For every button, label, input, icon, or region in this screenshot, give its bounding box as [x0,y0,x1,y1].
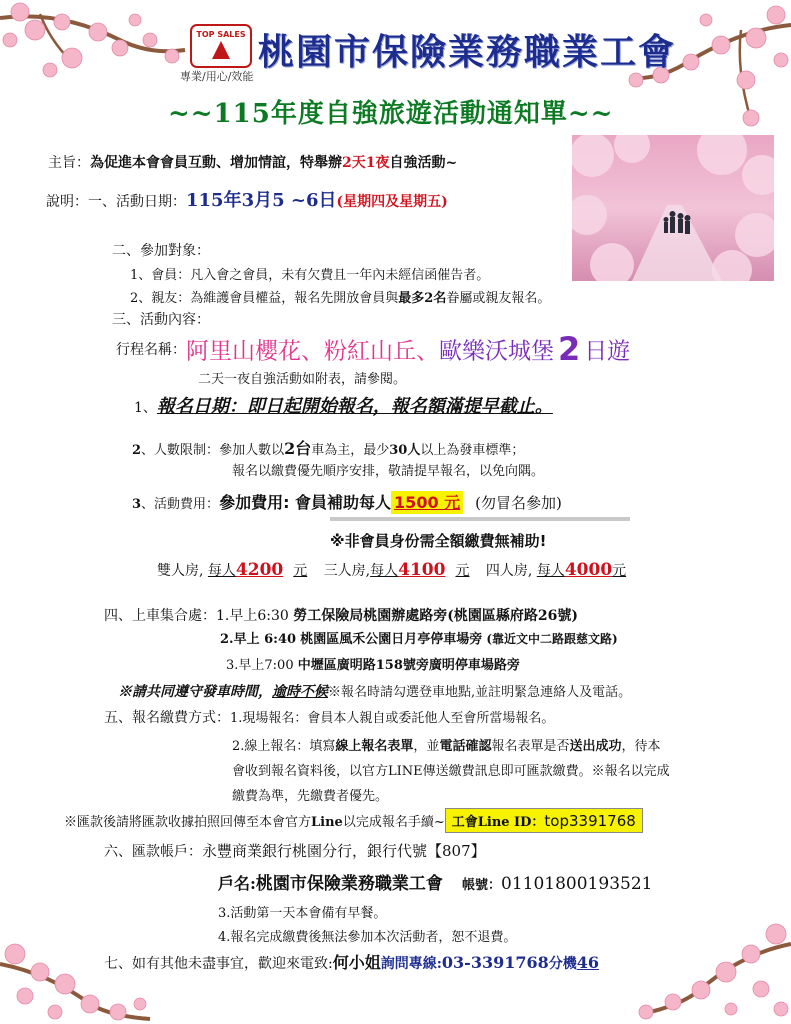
limit-number: 2 [132,443,142,458]
payment-line-3: 會收到報名資料後，以官方LINE傳送繳費訊息即可匯款繳費。※報名以完成 [232,764,670,779]
line-id-box [445,808,643,833]
extension-number: 46 [576,953,600,972]
account-number-label: 帳號： [462,878,502,893]
subject-text-end: 自強活動~ [389,155,458,171]
fee-text: 參加費用: 會員補助每人 [219,493,392,512]
remit-text-a: ※匯款後請將匯款收據拍照回傳至本會官方 [64,815,312,830]
trip-name-line [116,330,630,368]
pickup-location-1: 勞工保險局桃園辦處路旁(桃園區縣府路26號) [293,608,578,624]
note-breakfast: 3.活動第一天本會備有早餐。 [218,906,387,921]
pickup-location-3: 中壢區廣明路158號旁廣明停車場路旁 [297,658,520,673]
trip-name-part1: 阿里山櫻花、粉紅山丘、 [186,338,439,365]
extension-label: 分機 [548,956,577,972]
double-room-per: 每人 [207,563,236,579]
limit-text-a: 參加人數以 [219,443,285,458]
participants-item-2-bold: 最多2名 [398,291,447,306]
cherry-blossom-photo [572,135,774,281]
quad-room-price: 4000 [564,560,613,580]
double-room-label: 雙人房, [157,563,204,579]
quad-room-unit: 元 [612,563,627,579]
content-heading: 三、活動內容： [112,312,210,328]
online-reg-form: 線上報名表單 [335,739,414,754]
quad-room-label: 四人房, [485,563,533,579]
page-title: ~~115年度自強旅遊活動通知單~~ [168,99,614,129]
headcount-limit-line [132,436,524,459]
header [190,24,252,68]
online-reg-sent: 送出成功 [569,739,622,754]
pickup-line-3 [226,654,520,673]
payment-heading: 五、報名繳費方式： [104,710,230,726]
phone-label: 詢問專線: [380,956,442,972]
contact-name: 何小姐 [332,953,381,972]
pickup-time-2: 2.早上 6:40 [220,632,297,647]
limit-text-e: 以上為發車標準； [420,443,525,458]
line-id-label: 工會Line ID： [451,815,545,830]
online-reg-e: 報名表單是否 [491,739,570,754]
notice-registration: ※報名時請勾選登車地點,並註明緊急連絡人及電話。 [328,685,632,700]
participants-item-2-text: 2、親友：為維護會員權益，報名先開放會員與 [130,291,399,306]
trip-name-part2: 歐樂沃城堡 [439,338,554,365]
payment-line-4: 繳費為準，先繳費者優先。 [232,789,389,804]
reg-date-number: 1、 [134,400,157,416]
account-heading: 六、匯款帳戶： [104,844,202,860]
note-no-refund: 4.報名完成繳費後無法參加本次活動者，恕不退費。 [218,930,517,945]
online-reg-g: ，待本 [621,739,661,754]
quad-room-per: 每人 [536,563,565,579]
member-fee-amount: 1500 元 [391,491,463,514]
blossom-bottom-right-decoration [601,894,791,1024]
payment-line-1 [104,707,554,727]
subject-label: 主旨： [48,155,90,171]
triple-room-per: 每人 [370,563,399,579]
logo-text: TOP SALES [196,30,246,39]
activity-weekday: (星期四及星期五) [336,194,448,210]
schedule-note: 二天一夜自強活動如附表，請參閱。 [198,372,407,387]
fee-note: (勿冒名參加) [475,494,562,512]
fee-underline-box [330,517,630,521]
registration-date-line [134,392,553,418]
participants-heading: 二、參加對象： [112,243,210,259]
pickup-time-1: 1.早上6:30 [216,608,289,624]
online-reg-a: 2.線上報名：填寫 [232,739,336,754]
org-name: 桃園市保險業務職業工會 [258,31,677,73]
triple-room-label: 三人房, [323,563,371,579]
subject-text: 為促進本會會員互動、增加情誼，特舉辦 [90,155,342,171]
pickup-line-1 [104,605,578,625]
fee-label: 、活動費用： [141,497,220,512]
remit-line: Line [311,815,343,830]
contact-text: 七、如有其他未盡事宜，歡迎來電致: [104,956,333,972]
blossom-top-left-decoration [0,0,190,130]
notice-punctual: ※請共同遵守發車時間， [118,684,272,700]
remit-text-c: 以完成報名手續~ [342,815,445,830]
fee-line [132,490,562,513]
account-name-label: 戶名: [218,874,256,893]
headcount-limit-line-2: 報名以繳費優先順序安排，敬請提早報名，以免向隅。 [232,464,545,479]
payment-line-2 [232,735,661,754]
participants-item-2-end: 眷屬或親友報名。 [446,291,551,306]
room-prices-line [157,560,626,580]
activity-date: 115年3月5 ~6日 [186,190,337,211]
phone-number: 03-3391768 [441,953,549,972]
account-name-line [218,869,652,894]
account-number: 01101800193521 [501,874,653,894]
remittance-line [64,808,643,833]
line-id: top3391768 [544,812,636,830]
pickup-location-2: 桃園區風禾公園日月亭停車場旁 [300,632,483,647]
pickup-time-3: 3.早上7:00 [226,658,294,673]
triple-room-unit: 元 [455,563,470,579]
notice-no-wait: 逾時不候 [272,684,328,700]
participants-item-2 [130,287,550,306]
pickup-heading: 四、上車集合處： [104,608,216,624]
slogan: 專業/用心/效能 [180,70,254,83]
registration-date: 報名日期：即日起開始報名，報名額滿提早截止。 [156,396,553,417]
trip-days-number: 2 [558,330,581,368]
activity-date-line [46,186,448,212]
pickup-line-2 [220,628,618,647]
top-sales-logo [190,24,252,68]
payment-method-1: 1.現場報名：會員本人親自或委託他人至會所當場報名。 [230,711,555,726]
online-reg-c: ，並 [413,739,440,754]
subject-highlight: 2天1夜 [342,155,390,171]
limit-minimum: 30人 [389,443,421,458]
bank-info: 永豐商業銀行桃園分行，銀行代號【807】 [202,842,486,860]
double-room-unit: 元 [293,563,308,579]
limit-label: 、人數限制： [141,443,220,458]
double-room-price: 4200 [235,560,284,580]
non-member-notice: ※非會員身份需全額繳費無補助! [330,532,547,550]
subject-line [48,152,457,172]
fee-number: 3 [132,497,142,512]
online-reg-phone: 電話確認 [439,739,492,754]
pickup-location-2-note: (靠近文中二路跟慈文路) [486,632,618,646]
limit-text-c: 車為主，最少 [311,443,390,458]
account-line [104,840,486,861]
trip-label: 行程名稱： [116,342,186,358]
participants-item-1: 1、會員：凡入會之會員，未有欠費且一年內未經信函催告者。 [130,268,490,283]
date-label: 說明：一、活動日期： [46,194,186,210]
limit-buses: 2台 [284,439,312,458]
contact-line [104,950,599,973]
triple-room-price: 4100 [398,560,446,580]
departure-notice [118,681,631,701]
trip-name-suffix: 日遊 [584,338,631,365]
account-name: 桃園市保險業務職業工會 [255,874,443,894]
